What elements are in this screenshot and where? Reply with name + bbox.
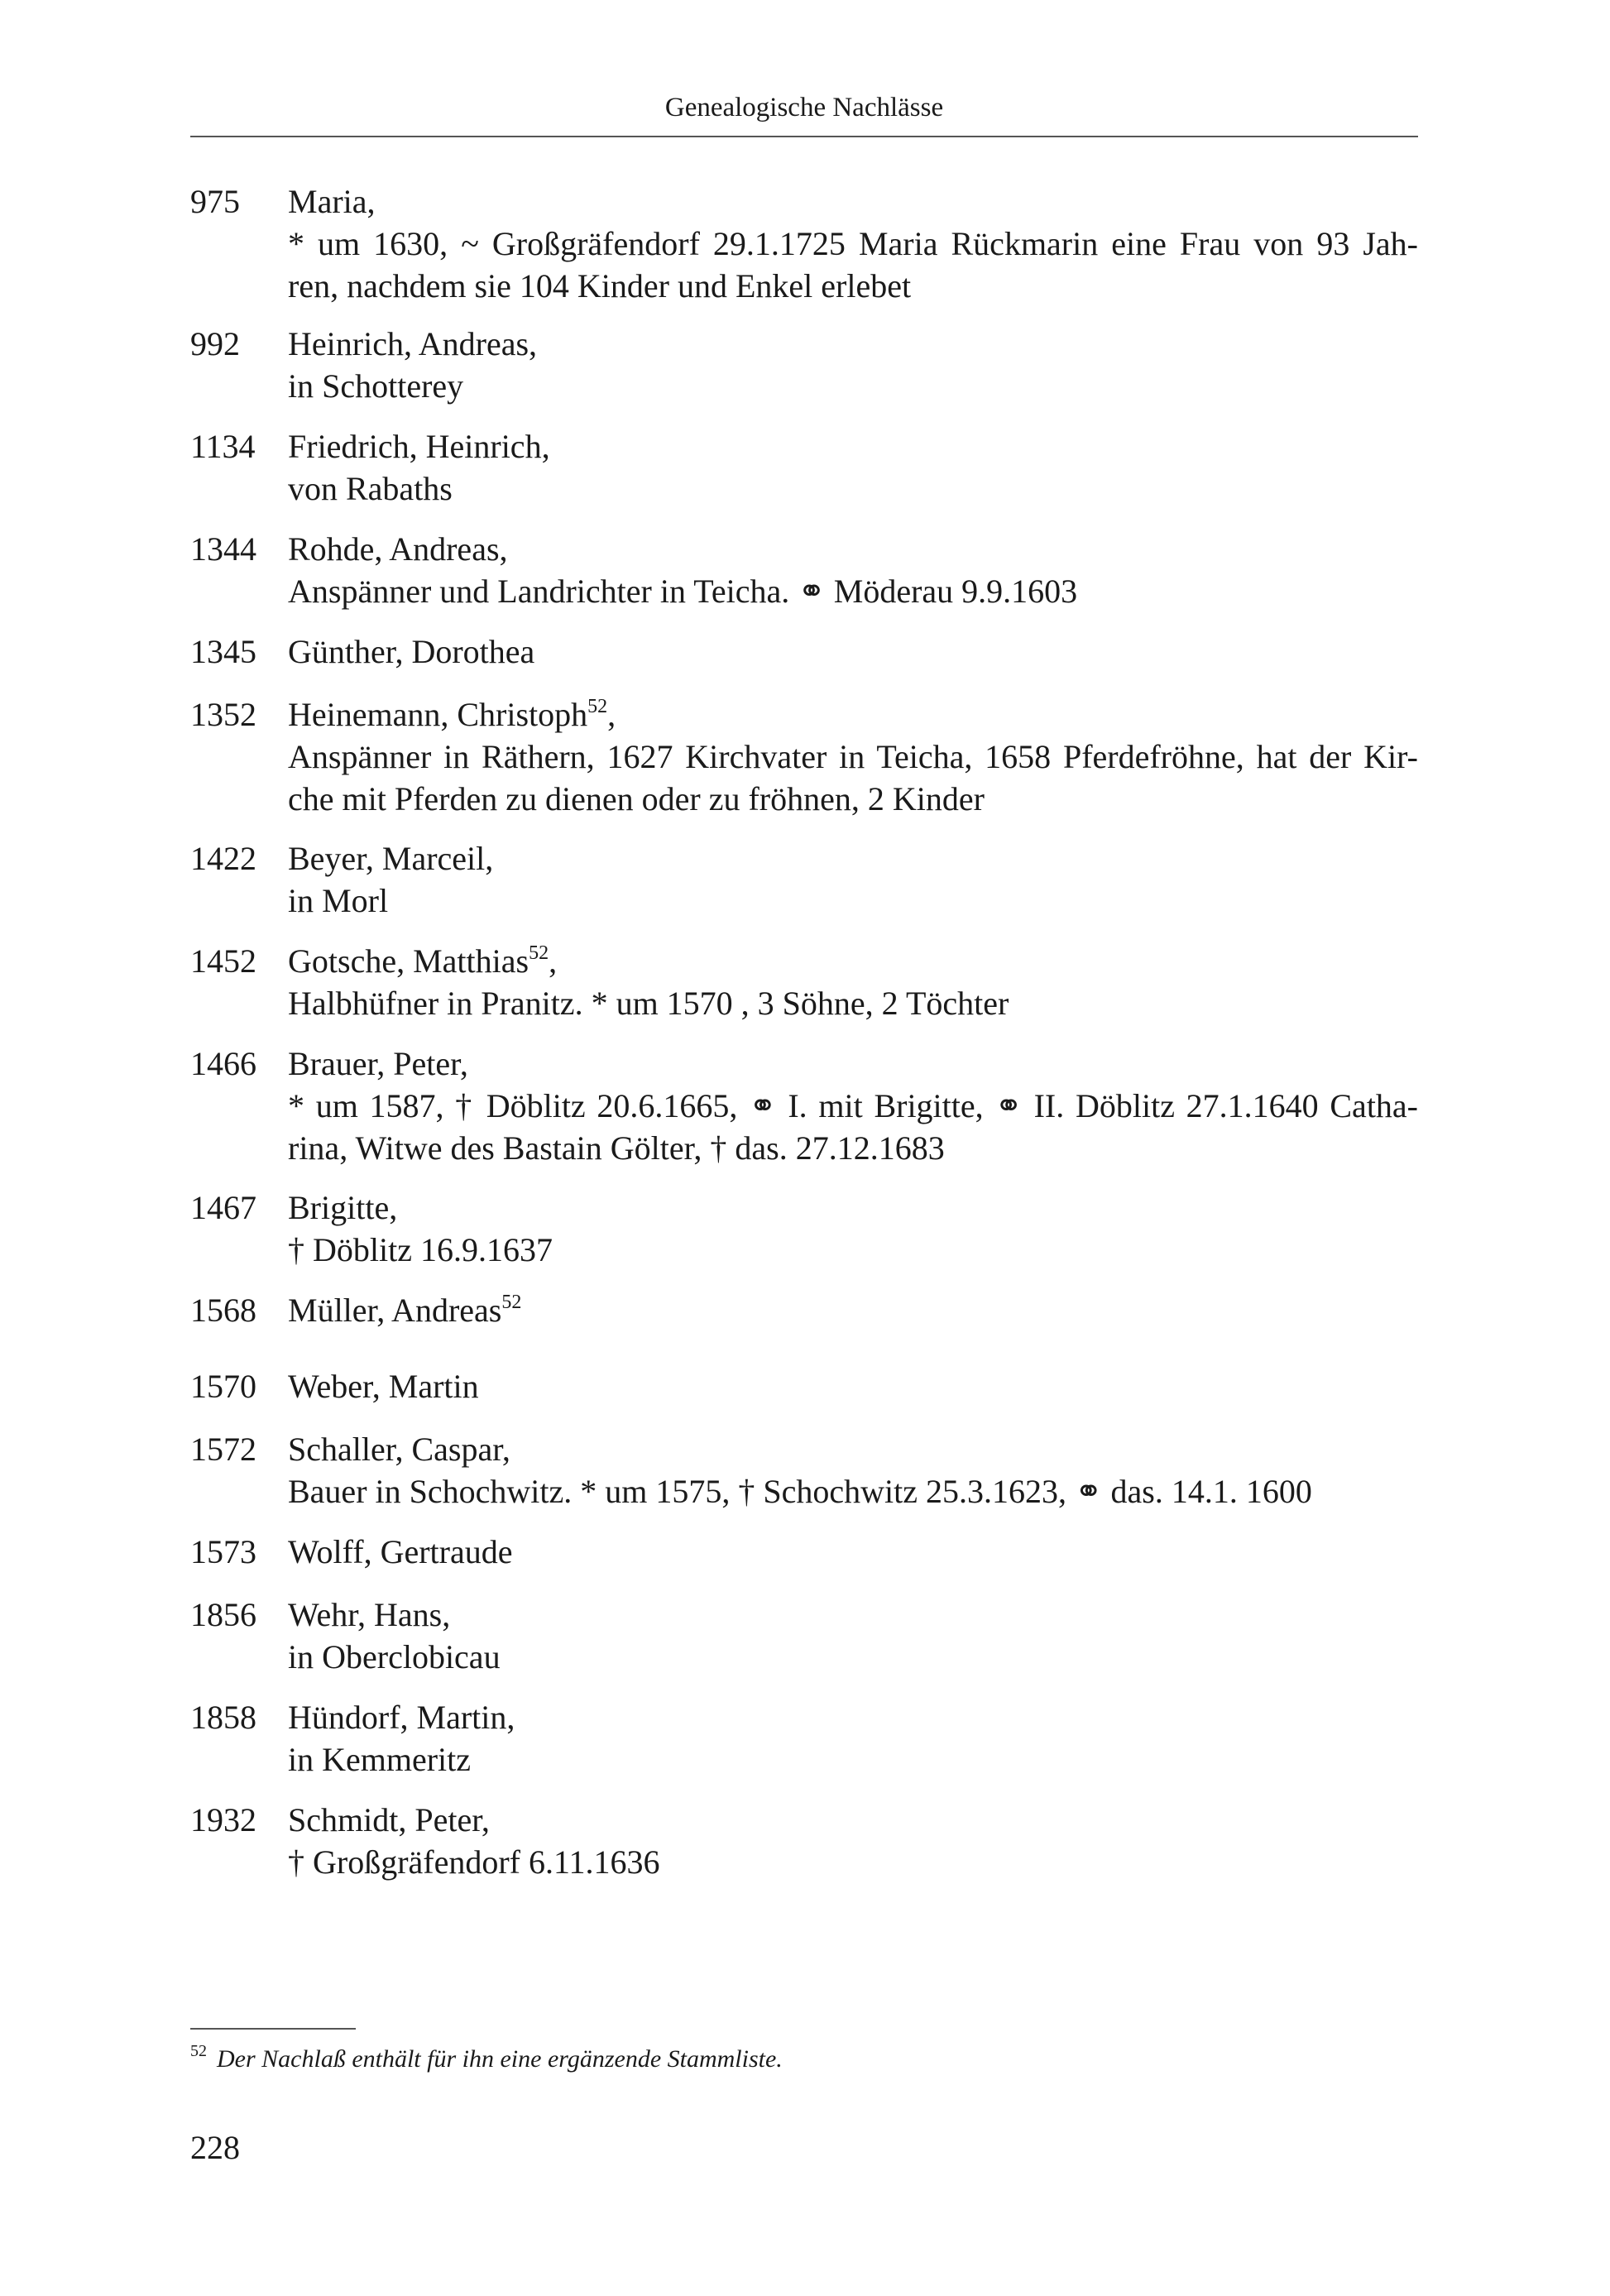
- entry-body: [288, 1289, 1418, 1331]
- entry-detail-line: in Oberclobicau: [288, 1638, 501, 1675]
- entry-name: Brigitte,: [288, 1189, 398, 1226]
- entry-body: [288, 1186, 1418, 1271]
- entry-detail-line: Bauer in Schochwitz. * um 1575, † Schochwitz 25.3.1623, ⚭ das. 14.1. 1600: [288, 1473, 1312, 1510]
- entry-name-suffix: ,: [549, 942, 558, 980]
- entry-body: [288, 1696, 1418, 1781]
- footnote-reference: 52: [501, 1291, 522, 1313]
- entry-number: 1345: [190, 633, 256, 670]
- entry-body: [288, 528, 1418, 612]
- entry-body: [288, 1428, 1418, 1512]
- entry-name: Heinrich, Andreas,: [288, 325, 538, 362]
- entry-number: 1573: [190, 1533, 256, 1570]
- entry-number: 1568: [190, 1292, 256, 1329]
- entry-name-line: [288, 693, 1418, 736]
- footnote-reference: 52: [587, 695, 608, 717]
- entry-name: Wehr, Hans,: [288, 1596, 451, 1633]
- entry-number: 1570: [190, 1368, 256, 1405]
- entry-detail-line: * um 1587, † Döblitz 20.6.1665, ⚭ I. mit Brigitte, ⚭ II. Döblitz 27.1.1640 Catha-: [288, 1087, 1418, 1124]
- entry-name: Schmidt, Peter,: [288, 1801, 490, 1838]
- entry-body: [288, 323, 1418, 407]
- entry-detail-line: che mit Pferden zu dienen oder zu fröhnen, 2 Kinder: [288, 780, 985, 817]
- entry-number: 1932: [190, 1801, 256, 1838]
- entry-number: 1422: [190, 840, 256, 877]
- entry-name-suffix: ,: [607, 696, 616, 733]
- entry-name-line: [288, 630, 1418, 673]
- entry-name: Hündorf, Martin,: [288, 1699, 515, 1736]
- entry-detail-line: in Schotterey: [288, 367, 464, 405]
- entry-body: [288, 1799, 1418, 1883]
- entry-name: Müller, Andreas: [288, 1292, 502, 1329]
- entry-number: 975: [190, 183, 240, 220]
- entry-name: Maria,: [288, 183, 376, 220]
- entry-detail-line: * um 1630, ~ Großgräfendorf 29.1.1725 Maria Rückmarin eine Frau von 93 Jah-: [288, 225, 1418, 262]
- entry-number: 1344: [190, 530, 256, 568]
- entry-name-line: [288, 425, 1418, 467]
- entry-name: Brauer, Peter,: [288, 1045, 468, 1082]
- footnote-rule: [190, 2028, 356, 2030]
- entry-body: [288, 180, 1418, 307]
- footnote: [190, 2044, 1349, 2075]
- entry-detail-line: † Großgräfendorf 6.11.1636: [288, 1843, 660, 1881]
- entry-detail-line: Anspänner und Landrichter in Teicha. ⚭ Möderau 9.9.1603: [288, 573, 1078, 610]
- entry-name-line: [288, 1696, 1418, 1738]
- entry-number: 1352: [190, 696, 256, 733]
- entry-name: Gotsche, Matthias: [288, 942, 529, 980]
- entry-name-line: [288, 323, 1418, 365]
- entry-body: [288, 1531, 1418, 1573]
- entry-detail-line: in Morl: [288, 882, 389, 919]
- entry-detail-line: ren, nachdem sie 104 Kinder und Enkel erlebet: [288, 267, 912, 304]
- entry-detail-line: Halbhüfner in Pranitz. * um 1570 , 3 Söhne, 2 Töchter: [288, 985, 1009, 1022]
- running-header: Genealogische Nachlässe: [664, 93, 944, 122]
- entry-body: [288, 1365, 1418, 1407]
- entry-number: 1466: [190, 1045, 256, 1082]
- entry-name-line: [288, 180, 1418, 223]
- footnote-text: Der Nachlaß enthält für ihn eine ergänzende Stammliste.: [217, 2045, 783, 2073]
- entry-name-line: [288, 1043, 1418, 1085]
- entry-body: [288, 693, 1418, 820]
- entry-number: 1858: [190, 1699, 256, 1736]
- page-number: 228: [190, 2129, 240, 2166]
- entry-body: [288, 425, 1418, 510]
- entry-name-line: [288, 1428, 1418, 1470]
- entry-body: [288, 837, 1418, 922]
- entry-body: [288, 630, 1418, 673]
- entry-name-line: [288, 837, 1418, 880]
- entry-name-line: [288, 1799, 1418, 1841]
- entry-body: [288, 940, 1418, 1024]
- entry-name: Beyer, Marceil,: [288, 840, 494, 877]
- entry-name: Friedrich, Heinrich,: [288, 428, 550, 465]
- entry-body: [288, 1043, 1418, 1169]
- entry-detail-line: von Rabaths: [288, 470, 453, 507]
- entry-number: 1467: [190, 1189, 256, 1226]
- entry-detail-line: † Döblitz 16.9.1637: [288, 1231, 553, 1268]
- entry-number: 1134: [190, 428, 256, 465]
- entry-name: Heinemann, Christoph: [288, 696, 588, 733]
- header-rule: [190, 136, 1418, 137]
- entry-body: [288, 1594, 1418, 1678]
- entry-number: 1572: [190, 1431, 256, 1468]
- entry-number: 992: [190, 325, 240, 362]
- entry-name: Rohde, Andreas,: [288, 530, 508, 568]
- entry-number: 1452: [190, 942, 256, 980]
- entry-name: Weber, Martin: [288, 1368, 479, 1405]
- entry-name: Schaller, Caspar,: [288, 1431, 510, 1468]
- entry-name-line: [288, 528, 1418, 570]
- entry-name-line: [288, 1365, 1418, 1407]
- entry-name-line: [288, 940, 1418, 982]
- entry-detail-line: Anspänner in Räthern, 1627 Kirchvater in Teicha, 1658 Pferdefröhne, hat der Kir-: [288, 738, 1418, 775]
- entry-detail-line: rina, Witwe des Bastain Gölter, † das. 27.12.1683: [288, 1129, 945, 1167]
- entry-name: Günther, Dorothea: [288, 633, 535, 670]
- entry-name-line: [288, 1289, 1418, 1331]
- entry-number: 1856: [190, 1596, 256, 1633]
- footnote-marker: 52: [190, 2042, 207, 2060]
- entry-name-line: [288, 1186, 1418, 1229]
- footnote-reference: 52: [529, 942, 549, 964]
- entry-detail-line: in Kemmeritz: [288, 1741, 472, 1778]
- entry-name-line: [288, 1531, 1418, 1573]
- entry-name-line: [288, 1594, 1418, 1636]
- entry-name: Wolff, Gertraude: [288, 1533, 513, 1570]
